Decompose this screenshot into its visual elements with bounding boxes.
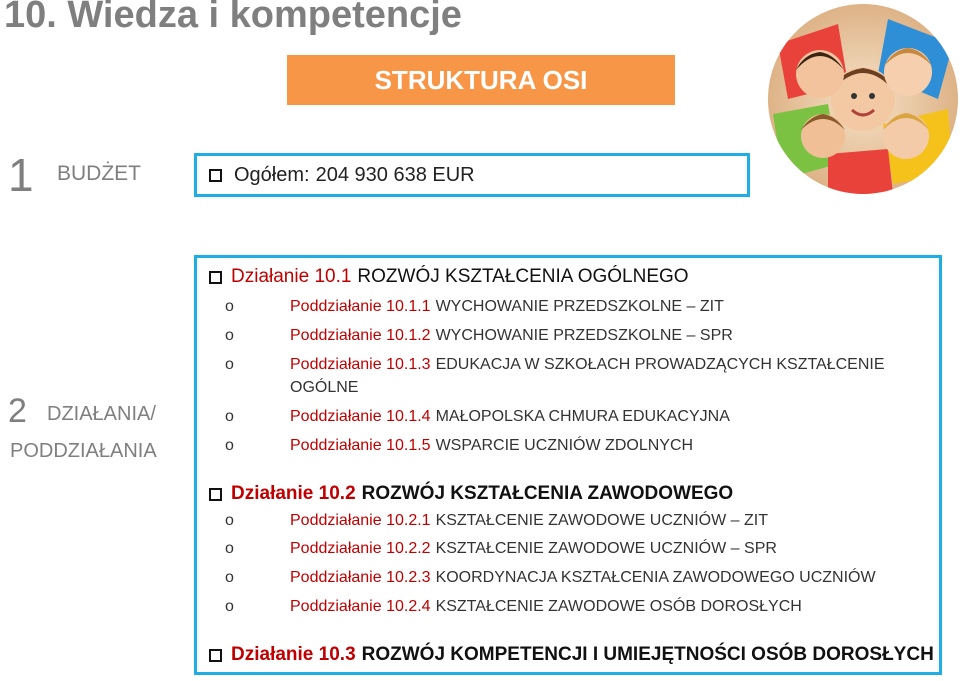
subaction-name: WSPARCIE UCZNIÓW ZDOLNYCH bbox=[435, 437, 694, 454]
budget-box bbox=[194, 153, 750, 197]
budget-value: 204 930 638 EUR bbox=[315, 163, 475, 186]
subaction-10-2-1 bbox=[225, 512, 768, 530]
circle-bullet: o bbox=[225, 327, 234, 344]
budget-label: Ogółem: bbox=[234, 163, 310, 186]
action-name: ROZWÓJ KOMPETENCJI I UMIEJĘTNOŚCI OSÓB DOROSŁYCH bbox=[361, 644, 934, 665]
subaction-label: Poddziałanie 10.2.4 bbox=[290, 598, 431, 615]
subaction-10-2-4 bbox=[225, 598, 802, 616]
section-1-label: BUDŻET bbox=[57, 162, 141, 185]
action-10-1 bbox=[209, 266, 689, 288]
circle-bullet: o bbox=[225, 598, 234, 615]
subaction-10-1-2 bbox=[225, 327, 733, 345]
action-code: 10.3 bbox=[318, 644, 356, 665]
subaction-label: Poddziałanie 10.1.1 bbox=[290, 298, 431, 315]
action-name: ROZWÓJ KSZTAŁCENIA ZAWODOWEGO bbox=[361, 483, 734, 504]
subaction-name: WYCHOWANIE PRZEDSZKOLNE – SPR bbox=[435, 327, 733, 344]
action-code: 10.2 bbox=[318, 483, 356, 504]
actions-box bbox=[194, 255, 942, 675]
subaction-name: EDUKACJA W SZKOŁACH PROWADZĄCYCH KSZTAŁCENIE bbox=[435, 356, 885, 373]
subaction-10-1-1 bbox=[225, 298, 724, 316]
subaction-10-1-4 bbox=[225, 408, 730, 426]
checkbox-bullet-icon bbox=[209, 649, 222, 662]
subaction-10-2-2 bbox=[225, 540, 777, 558]
checkbox-bullet-icon bbox=[209, 169, 222, 182]
subaction-label: Poddziałanie 10.1.4 bbox=[290, 408, 431, 425]
action-name: ROZWÓJ KSZTAŁCENIA OGÓLNEGO bbox=[357, 266, 689, 287]
checkbox-bullet-icon bbox=[209, 271, 222, 284]
subaction-10-1-3-line2 bbox=[290, 379, 358, 397]
subaction-10-1-5 bbox=[225, 437, 693, 455]
action-10-2 bbox=[209, 483, 733, 505]
subaction-name: WYCHOWANIE PRZEDSZKOLNE – ZIT bbox=[435, 298, 724, 315]
action-10-3 bbox=[209, 644, 934, 666]
circle-bullet: o bbox=[225, 408, 234, 425]
subaction-name: KOORDYNACJA KSZTAŁCENIA ZAWODOWEGO UCZNIÓW bbox=[435, 569, 876, 586]
section-2-label-line1: DZIAŁANIA/ bbox=[47, 403, 156, 425]
circle-bullet: o bbox=[225, 540, 234, 557]
subaction-name-line2: OGÓLNE bbox=[290, 379, 359, 396]
subaction-label: Poddziałanie 10.1.3 bbox=[290, 356, 431, 373]
structure-banner: STRUKTURA OSI bbox=[287, 55, 675, 105]
action-label: Działanie bbox=[231, 644, 314, 665]
circle-bullet: o bbox=[225, 298, 234, 315]
subaction-label: Poddziałanie 10.1.2 bbox=[290, 327, 431, 344]
checkbox-bullet-icon bbox=[209, 488, 222, 501]
section-2-label-line2: PODDZIAŁANIA bbox=[10, 440, 157, 462]
children-photo-illustration bbox=[768, 4, 958, 194]
subaction-10-2-3 bbox=[225, 569, 876, 587]
children-photo bbox=[768, 4, 958, 194]
circle-bullet: o bbox=[225, 512, 234, 529]
section-2-number: 2 bbox=[8, 392, 27, 430]
circle-bullet: o bbox=[225, 569, 234, 586]
circle-bullet: o bbox=[225, 437, 234, 454]
subaction-name: MAŁOPOLSKA CHMURA EDUKACYJNA bbox=[435, 408, 730, 425]
action-code: 10.1 bbox=[314, 266, 352, 287]
subaction-name: KSZTAŁCENIE ZAWODOWE OSÓB DOROSŁYCH bbox=[435, 598, 802, 615]
section-1-number: 1 bbox=[8, 149, 34, 201]
subaction-label: Poddziałanie 10.2.1 bbox=[290, 512, 431, 529]
subaction-label: Poddziałanie 10.2.3 bbox=[290, 569, 431, 586]
subaction-name: KSZTAŁCENIE ZAWODOWE UCZNIÓW – SPR bbox=[435, 540, 777, 557]
action-label: Działanie bbox=[231, 483, 314, 504]
subaction-10-1-3 bbox=[225, 356, 885, 374]
action-label: Działanie bbox=[231, 266, 310, 287]
subaction-label: Poddziałanie 10.1.5 bbox=[290, 437, 431, 454]
subaction-label: Poddziałanie 10.2.2 bbox=[290, 540, 431, 557]
subaction-name: KSZTAŁCENIE ZAWODOWE UCZNIÓW – ZIT bbox=[435, 512, 769, 529]
circle-bullet: o bbox=[225, 356, 234, 373]
page-title: 10. Wiedza i kompetencje bbox=[4, 0, 462, 36]
